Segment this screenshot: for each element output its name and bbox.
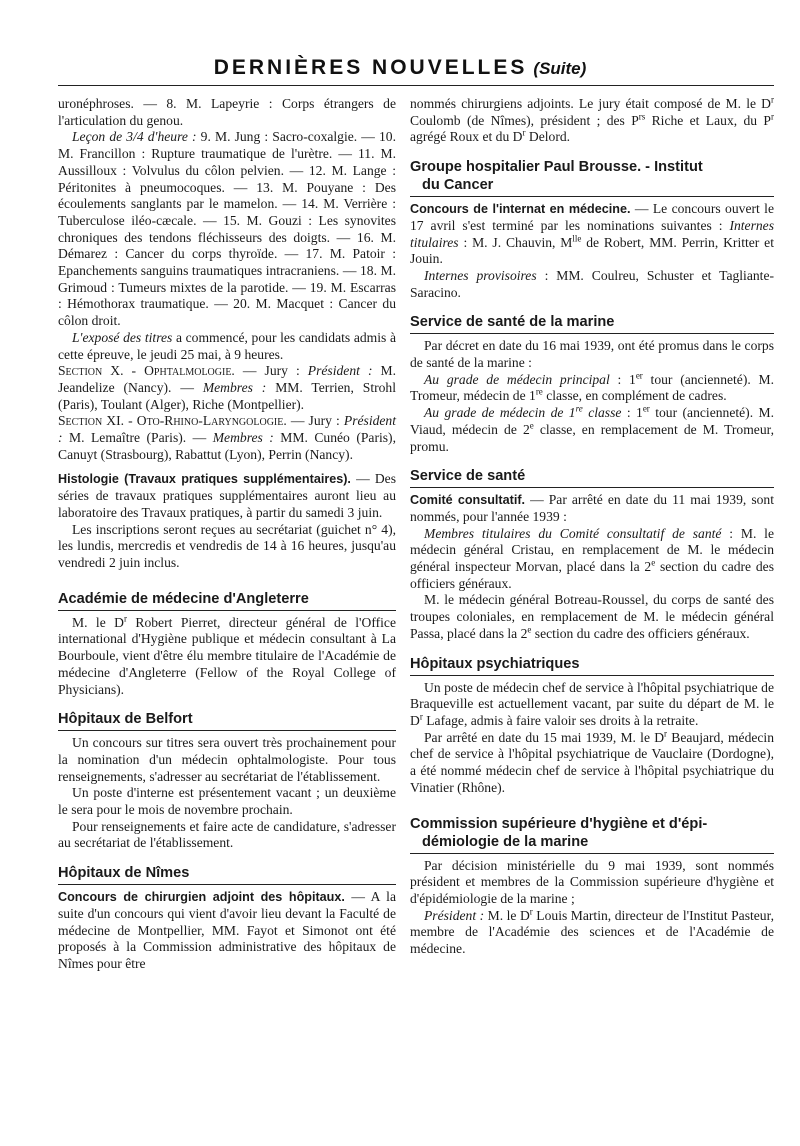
paragraph: L'exposé des titres a commencé, pour les candidats admis à cette épreuve, le jeudi 25 mai, à 9 heures. [58,329,396,362]
paragraph: Concours de chirurgien adjoint des hôpitaux. — A la suite d'un concours qui vient d'avoir lieu devant la Faculté de médecine de Montpellier, MM. Fayot et Simonot ont été proposés à la Commission administrative des hôpitaux de Nîmes pour être [58,889,396,971]
paragraph: M. le $D^r$ Robert Pierret, directeur général de l'Office international d'Hygiène publique et médecin consultant à La Bourboule, vient d'être élu membre titulaire de l'Académie de médecine d'Angleterre (Fellow of the Royal College of Physicians). [58,613,396,697]
section-heading: Académie de médecine d'Angleterre [58,590,396,611]
paragraph: Section XI. - Oto-Rhino-Laryngologie. — Jury : Président : M. Lemaître (Paris). — Membres : MM. Cunéo (Paris), Canuyt (Strasbourg), Rabattut (Lyon), Perrin (Nancy). [58,413,397,462]
page-header [0,56,800,80]
section-heading: Hôpitaux psychiatriques [410,655,774,676]
paragraph: Par décision ministérielle du 9 mai 1939, sont nommés président et membres de la Commission supérieure d'hygiène et d'épidémiologie de la marine ; [410,857,774,906]
paragraph: Comité consultatif. — Par arrêté en date du 11 mai 1939, sont nommés, pour l'année 1939 : [410,492,774,524]
paragraph: Un concours sur titres sera ouvert très prochainement pour la nomination d'un médecin ophtalmologiste. Pour tous renseignements, s'adresser au secrétariat de l'établissement. [58,735,396,784]
paragraph: Membres titulaires du Comité consultatif de santé : M. le médecin général Cristau, en remplacement de M. le médecin général inspecteur Morvan, placé dans la 2e section du cadre des officiers généraux. [410,525,774,591]
paragraph: nommés chirurgiens adjoints. Le jury était composé de M. le $D^r$ Coulomb (de Nîmes), président ; des $P^{rs}$ Riche et Laux, du $P^r$ agrégé Roux et du $D^r$ Delord. [410,94,774,145]
section-heading: Hôpitaux de Belfort [58,710,396,731]
paragraph: Les inscriptions seront reçues au secrétariat (guichet n° 4), les lundis, mercredis et vendredis de 14 à 16 heures, jusqu'au vendredi 2 juin inclus. [58,521,396,570]
paragraph: Au grade de médecin de 1re classe : 1er tour (ancienneté). M. Viaud, médecin de 2e classe, en remplacement de M. Tromeur, promu. [410,403,775,454]
paragraph: Un poste de médecin chef de service à l'hôpital psychiatrique de Braqueville est actuellement vacant, par suite du départ de M. le $D^r$ Lafage, admis à faire valoir ses droits à la retraite. [410,679,774,728]
paragraph: Par décret en date du 16 mai 1939, ont été promus dans le corps de santé de la marine : [410,338,774,371]
paragraph: Au grade de médecin principal : 1er tour (ancienneté). M. Tromeur, médecin de 1re classe, en complément de cadres. [410,370,774,404]
left-column [58,96,396,973]
paragraph: Par arrêté en date du 15 mai 1939, M. le $D^r$ Beaujard, médecin chef de service à l'hôpital psychiatrique de Vauclaire (Dordogne), a été nommé médecin chef de service à l'hôpital psychiatrique du Vinatier (Rhône). [410,728,775,795]
paragraph: Internes provisoires : MM. Coulreu, Schuster et Tagliante-Saracino. [410,267,775,300]
section-heading: Hôpitaux de Nîmes [58,864,396,885]
paragraph: uronéphroses. — 8. M. Lapeyrie : Corps étrangers de l'articulation du genou. [58,96,396,128]
header-title: DERNIÈRES NOUVELLES [213,56,528,79]
paragraph: Leçon de 3/4 d'heure : 9. M. Jung : Sacro-coxalgie. — 10. M. Francillon : Rupture traumatique de l'urètre. — 11. M. Aussilloux : Volvulus du côlon pelvien. — 12. M. Lange : Péritonites à pneumocoques. — 13. M. Pouyane : Des écoulements sanglants par le mamelon. — 14. M. Verrière : Tuberculose iléo-cæcale. — 15. M. Gouzi : Les synovites chroniques des tendons fléchisseurs des doigts. — 16. M. Démarez : Cancer du corps thyroïde. — 17. M. Patoir : Epanchements sanguins traumatiques intracraniens. — 18. M. Grimoud : Tumeurs mixtes de la parotide. — 19. M. Escarras : Hémothorax traumatique. — 20. M. Macquet : Cancer du côlon droit. [58,129,396,329]
header-rule [58,85,774,86]
section-heading: Service de santé de la marine [410,313,774,334]
paragraph: Un poste d'interne est présentement vacant ; un deuxième le sera pour le mois de novembre prochain. [58,785,396,818]
section-heading: Groupe hospitalier Paul Brousse. - Institut du Cancer [410,158,774,197]
section-heading: Commission supérieure d'hygiène et d'épi- démiologie de la marine [410,815,774,854]
paragraph: M. le médecin général Botreau-Roussel, du corps de santé des troupes coloniales, en remplacement de M. le médecin général Passa, placé dans la 2e section du cadre des officiers généraux. [410,592,774,641]
paragraph: Pour renseignements et faire acte de candidature, s'adresser au secrétariat de l'établissement. [58,818,396,851]
paragraph: Concours de l'internat en médecine. — Le concours ouvert le 17 avril s'est terminé par les nominations suivantes : Internes titulaires : M. J. Chauvin, $M^{lle}$ de Robert, MM. Perrin, Kritter et Jouin. [410,201,774,267]
header-suite: (Suite) [533,59,587,78]
section-heading: Service de santé [410,467,774,488]
paragraph: Histologie (Travaux pratiques supplémentaires). — Des séries de travaux pratiques supplémentaires auront lieu au laboratoire des Travaux pratiques, à partir du samedi 3 juin. [58,471,396,520]
right-column [410,96,774,958]
paragraph: Section X. - Ophtalmologie. — Jury : Président : M. Jeandelize (Nancy). — Membres : MM. Terrien, Strohl (Paris), Toulant (Alger), Riche (Montpellier). [58,363,396,412]
paragraph: Président : M. le $D^r$ Louis Martin, directeur de l'Institut Pasteur, membre de l'Académie des sciences et de l'Académie de médecine. [410,906,774,957]
